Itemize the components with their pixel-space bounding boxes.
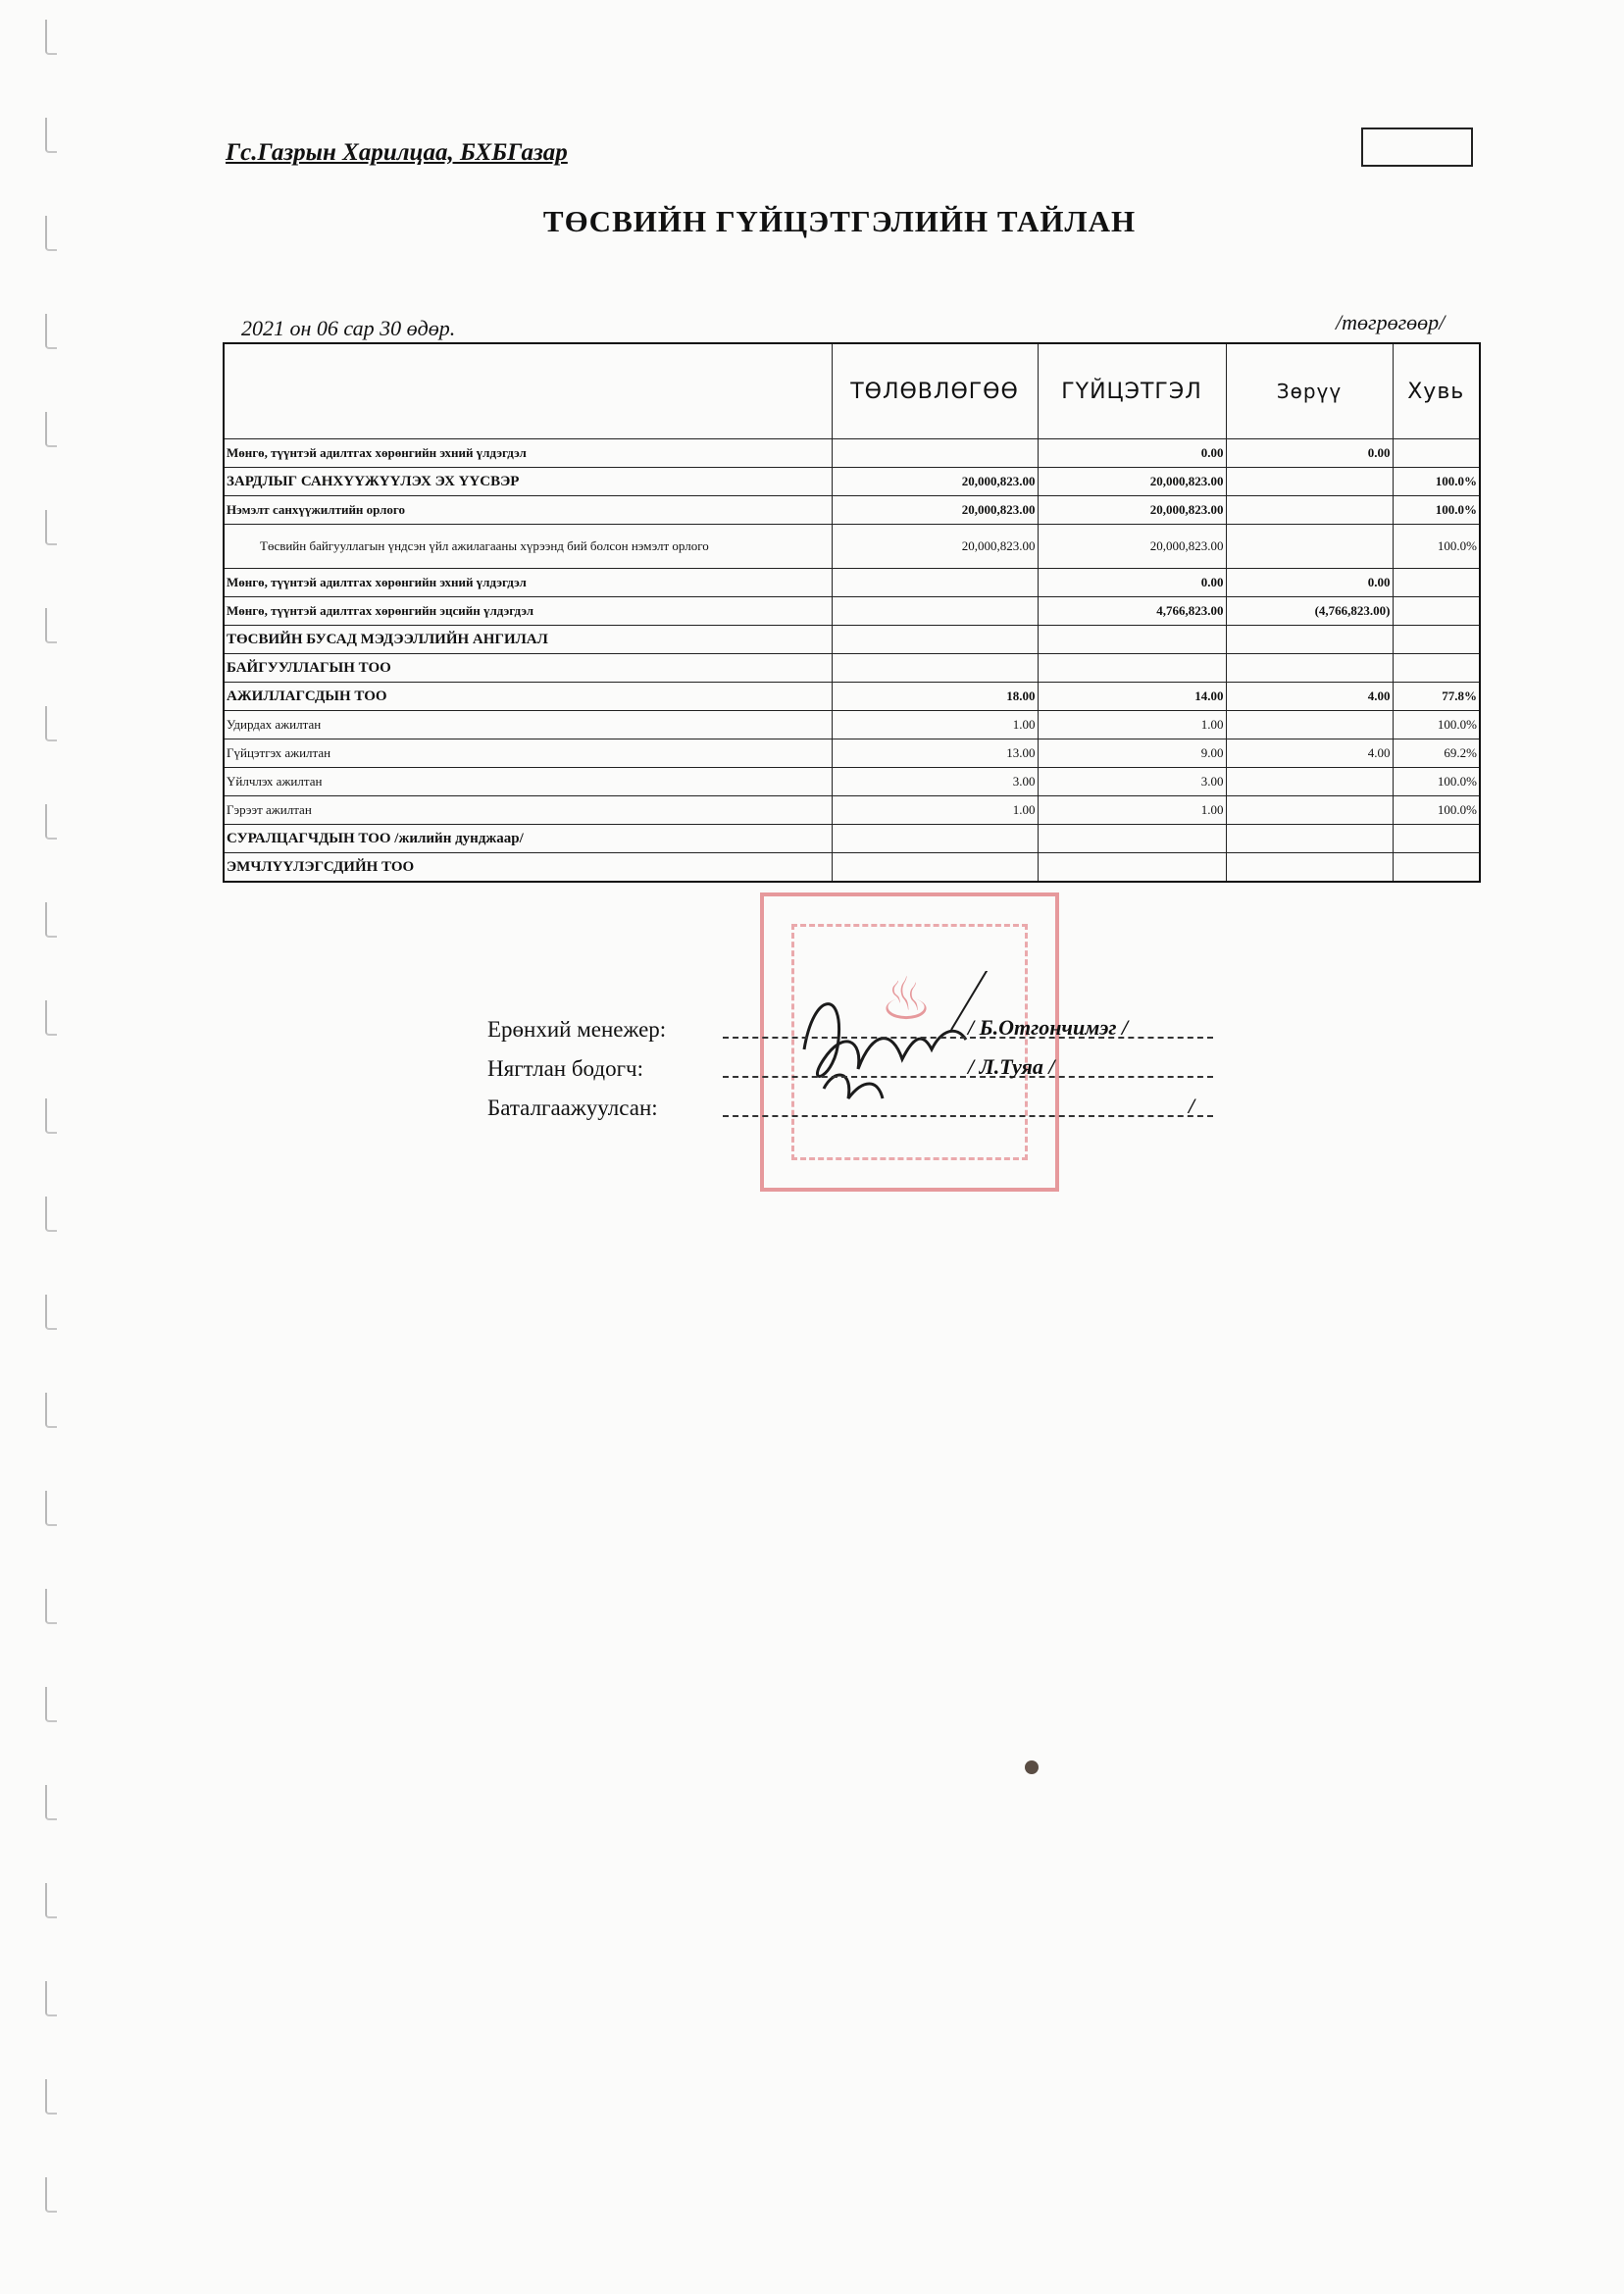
plan-cell (832, 825, 1038, 853)
actual-cell (1038, 853, 1226, 883)
difference-cell (1226, 825, 1393, 853)
table-row (224, 569, 1480, 597)
percent-cell: 77.8% (1393, 683, 1480, 711)
difference-cell (1226, 711, 1393, 739)
actual-cell (1038, 626, 1226, 654)
table-row (224, 711, 1480, 739)
difference-cell: 4.00 (1226, 683, 1393, 711)
table-row (224, 496, 1480, 525)
difference-cell (1226, 654, 1393, 683)
percent-cell (1393, 825, 1480, 853)
percent-cell (1393, 597, 1480, 626)
percent-cell (1393, 626, 1480, 654)
binding-mark (45, 1393, 57, 1428)
percent-cell: 100.0% (1393, 496, 1480, 525)
column-header-percent: Хувь (1393, 343, 1480, 439)
actual-cell: 0.00 (1038, 439, 1226, 468)
binding-mark (45, 706, 57, 741)
column-header-plan: ТӨЛӨВЛӨГӨӨ (832, 343, 1038, 439)
actual-cell: 1.00 (1038, 711, 1226, 739)
binding-mark (45, 1687, 57, 1722)
plan-cell (832, 597, 1038, 626)
table-row (224, 825, 1480, 853)
row-label: БАЙГУУЛЛАГЫН ТОО (224, 654, 832, 683)
binding-mark (45, 1589, 57, 1624)
actual-cell: 20,000,823.00 (1038, 525, 1226, 569)
difference-cell: 0.00 (1226, 569, 1393, 597)
difference-cell: 0.00 (1226, 439, 1393, 468)
binding-mark (45, 1295, 57, 1330)
row-label: Гүйцэтгэх ажилтан (224, 739, 832, 768)
difference-cell (1226, 468, 1393, 496)
plan-cell (832, 439, 1038, 468)
binding-mark (45, 412, 57, 447)
actual-cell: 9.00 (1038, 739, 1226, 768)
actual-cell: 4,766,823.00 (1038, 597, 1226, 626)
binding-mark (45, 510, 57, 545)
row-label: Үйлчлэх ажилтан (224, 768, 832, 796)
row-label: Удирдах ажилтан (224, 711, 832, 739)
signature-line (723, 1115, 1213, 1117)
binding-mark (45, 2079, 57, 2115)
actual-cell: 20,000,823.00 (1038, 468, 1226, 496)
binding-mark (45, 20, 57, 55)
binding-mark (45, 1491, 57, 1526)
binding-mark (45, 902, 57, 938)
binding-mark (45, 1197, 57, 1232)
row-label: ЗАРДЛЫГ САНХҮҮЖҮҮЛЭХ ЭХ ҮҮСВЭР (224, 468, 832, 496)
column-header-label (224, 343, 832, 439)
plan-cell (832, 626, 1038, 654)
table-row (224, 525, 1480, 569)
actual-cell (1038, 654, 1226, 683)
difference-cell (1226, 796, 1393, 825)
actual-cell: 3.00 (1038, 768, 1226, 796)
difference-cell (1226, 525, 1393, 569)
difference-cell (1226, 768, 1393, 796)
table-row (224, 683, 1480, 711)
plan-cell: 3.00 (832, 768, 1038, 796)
difference-cell (1226, 626, 1393, 654)
percent-cell (1393, 853, 1480, 883)
binding-mark (45, 2177, 57, 2213)
table-row (224, 853, 1480, 883)
binding-mark (45, 314, 57, 349)
difference-cell: (4,766,823.00) (1226, 597, 1393, 626)
plan-cell: 18.00 (832, 683, 1038, 711)
column-header-actual: ГҮЙЦЭТГЭЛ (1038, 343, 1226, 439)
signature-role: Нягтлан бодогч: (487, 1056, 643, 1081)
row-label: Нэмэлт санхүүжилтийн орлого (224, 496, 832, 525)
plan-cell: 13.00 (832, 739, 1038, 768)
signature-role: Ерөнхий менежер: (487, 1017, 667, 1042)
percent-cell: 69.2% (1393, 739, 1480, 768)
row-label: Мөнгө, түүнтэй адилтгах хөрөнгийн эхний үлдэгдэл (224, 439, 832, 468)
report-title: ТӨСВИЙН ГҮЙЦЭТГЭЛИЙН ТАЙЛАН (542, 204, 1137, 238)
actual-cell: 0.00 (1038, 569, 1226, 597)
percent-cell: 100.0% (1393, 468, 1480, 496)
binding-mark (45, 1098, 57, 1134)
row-label: Мөнгө, түүнтэй адилтгах хөрөнгийн эцсийн үлдэгдэл (224, 597, 832, 626)
table-row (224, 739, 1480, 768)
organization-name: Гс.Газрын Харилцаа, БХБГазар (226, 139, 568, 166)
budget-table (223, 342, 1481, 883)
percent-cell: 100.0% (1393, 711, 1480, 739)
binding-mark (45, 1981, 57, 2016)
binding-mark (45, 1000, 57, 1036)
row-label: Төсвийн байгууллагын үндсэн үйл ажилагааны хүрээнд бий болсон нэмэлт орлого (224, 525, 832, 569)
plan-cell: 20,000,823.00 (832, 496, 1038, 525)
binding-mark (45, 804, 57, 840)
row-label: Мөнгө, түүнтэй адилтгах хөрөнгийн эхний үлдэгдэл (224, 569, 832, 597)
binding-mark (45, 118, 57, 153)
percent-cell (1393, 569, 1480, 597)
table-row (224, 468, 1480, 496)
actual-cell: 14.00 (1038, 683, 1226, 711)
difference-cell (1226, 496, 1393, 525)
binding-mark (45, 1883, 57, 1918)
report-date: 2021 он 06 сар 30 өдөр. (241, 316, 456, 340)
plan-cell: 1.00 (832, 711, 1038, 739)
plan-cell: 20,000,823.00 (832, 468, 1038, 496)
plan-cell (832, 569, 1038, 597)
row-label: Гэрээт ажилтан (224, 796, 832, 825)
plan-cell (832, 853, 1038, 883)
table-row (224, 796, 1480, 825)
binding-mark (45, 1785, 57, 1820)
row-label: ЭМЧЛҮҮЛЭГСДИЙН ТОО (224, 853, 832, 883)
actual-cell (1038, 825, 1226, 853)
difference-cell: 4.00 (1226, 739, 1393, 768)
form-number-box (1361, 127, 1473, 167)
table-row (224, 654, 1480, 683)
table-row (224, 597, 1480, 626)
table-row (224, 768, 1480, 796)
percent-cell: 100.0% (1393, 525, 1480, 569)
row-label: СУРАЛЦАГЧДЫН ТОО /жилийн дунджаар/ (224, 825, 832, 853)
plan-cell: 1.00 (832, 796, 1038, 825)
binding-margin (39, 20, 63, 2275)
row-label: АЖИЛЛАГСДЫН ТОО (224, 683, 832, 711)
currency-unit: /төгрөгөөр/ (1336, 310, 1446, 334)
signature-role: Баталгаажуулсан: (487, 1096, 658, 1120)
table-row (224, 626, 1480, 654)
row-label: ТӨСВИЙН БУСАД МЭДЭЭЛЛИЙН АНГИЛАЛ (224, 626, 832, 654)
plan-cell (832, 654, 1038, 683)
difference-cell (1226, 853, 1393, 883)
percent-cell: 100.0% (1393, 768, 1480, 796)
table-header-row (224, 343, 1480, 439)
binding-mark (45, 608, 57, 643)
scan-speck (1025, 1760, 1039, 1774)
signature-name: / (1189, 1094, 1195, 1118)
actual-cell: 1.00 (1038, 796, 1226, 825)
actual-cell: 20,000,823.00 (1038, 496, 1226, 525)
handwritten-signature (785, 971, 1030, 1118)
signature-name: / Л.Туяа / (968, 1054, 1055, 1079)
soyombo-emblem-icon: ♨ (880, 967, 933, 1032)
percent-cell: 100.0% (1393, 796, 1480, 825)
percent-cell (1393, 654, 1480, 683)
signature-name: / Б.Отгончимэг / (968, 1015, 1129, 1040)
table-row (224, 439, 1480, 468)
percent-cell (1393, 439, 1480, 468)
plan-cell: 20,000,823.00 (832, 525, 1038, 569)
column-header-difference: Зөрүү (1226, 343, 1393, 439)
